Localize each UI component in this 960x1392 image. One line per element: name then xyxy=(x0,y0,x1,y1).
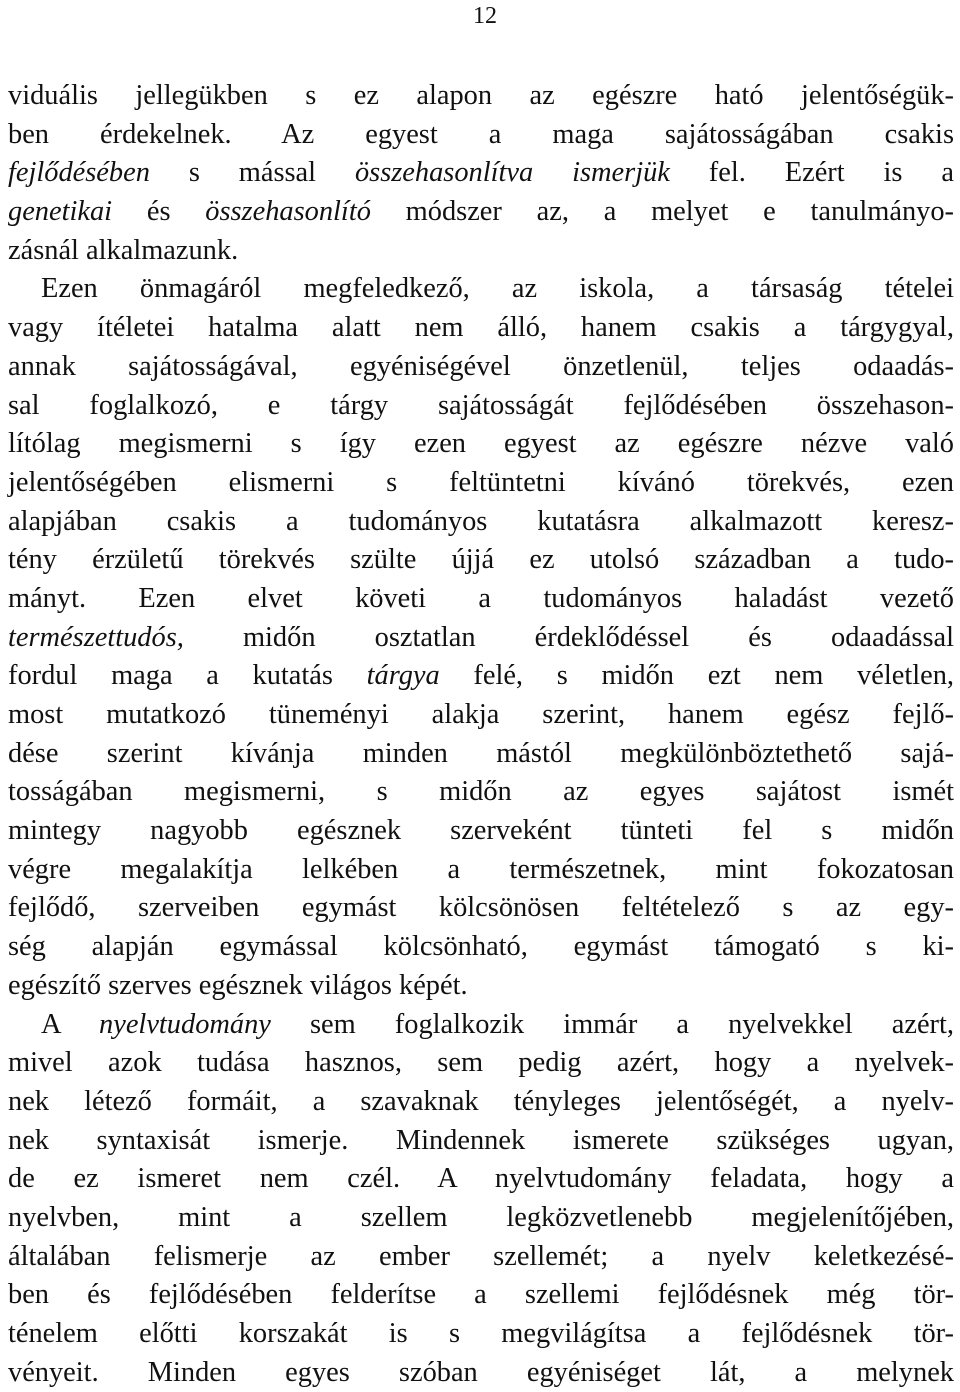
text-segment: nek syntaxisát ismerje. Mindennek ismerete szükséges ugyan, xyxy=(8,1124,954,1156)
italic-text: természettudós, xyxy=(8,621,184,653)
page-number: 12 xyxy=(473,3,497,29)
text-line xyxy=(8,425,954,464)
text-line xyxy=(8,503,954,542)
italic-text: genetikai xyxy=(8,196,113,228)
text-segment: A xyxy=(41,1008,100,1040)
text-line xyxy=(8,773,954,812)
text-line xyxy=(8,232,954,271)
text-segment: ség alapján egymással kölcsönható, egymást támogató s ki- xyxy=(8,931,954,963)
text-line xyxy=(8,1354,954,1392)
text-segment: alapjában csakis a tudományos kutatásra alkalmazott keresz- xyxy=(8,505,954,537)
text-segment: tény érzületű törekvés szülte újjá ez utolsó században a tudo- xyxy=(8,544,954,576)
text-line xyxy=(8,1238,954,1277)
text-segment: mintegy nagyobb egésznek szerveként tünteti fel s midőn xyxy=(8,815,954,847)
text-line xyxy=(8,387,954,426)
text-line xyxy=(8,1199,954,1238)
text-line xyxy=(8,696,954,735)
text-line xyxy=(8,735,954,774)
text-segment: lítólag megismerni s így ezen egyest az egészre nézve való xyxy=(8,428,954,460)
text-segment: jelentőségében elismerni s feltüntetni kívánó törekvés, ezen xyxy=(8,466,954,498)
italic-text: nyelvtudomány xyxy=(99,1008,271,1040)
body-text xyxy=(8,77,954,1392)
text-line xyxy=(8,464,954,503)
text-segment: viduális jellegükben s ez alapon az egészre ható jelentőségük- xyxy=(8,80,954,111)
text-segment: általában felismerje az ember szellemét; a nyelv keletkezésé- xyxy=(8,1240,954,1272)
text-segment: módszer az, a melyet e tanulmányo- xyxy=(370,196,954,228)
text-segment: de ez ismeret nem czél. A nyelvtudomány feladata, hogy a xyxy=(8,1163,954,1195)
text-segment: egészítő szerves egésznek világos képét. xyxy=(8,969,468,1001)
text-line xyxy=(8,851,954,890)
text-line xyxy=(8,889,954,928)
text-segment: vényeit. Minden egyes szóban egyéniséget lát, a melynek xyxy=(8,1356,954,1388)
text-line xyxy=(8,309,954,348)
italic-text: tárgya xyxy=(366,660,440,692)
text-line xyxy=(8,580,954,619)
text-segment: és xyxy=(112,196,206,228)
text-segment: ben érdekelnek. Az egyest a maga sajátosságában csakis xyxy=(8,118,954,150)
text-line xyxy=(8,541,954,580)
text-segment: midőn osztatlan érdeklődéssel és odaadással xyxy=(183,621,954,653)
text-line xyxy=(8,1122,954,1161)
text-segment: s mással xyxy=(149,157,355,189)
text-line xyxy=(8,657,954,696)
text-segment: végre megalakítja lelkében a természetnek, mint fokozatosan xyxy=(8,853,954,885)
text-line xyxy=(8,77,954,116)
italic-text: fejlődésében xyxy=(8,157,150,189)
text-line xyxy=(8,812,954,851)
text-line xyxy=(8,967,954,1006)
text-line xyxy=(8,1044,954,1083)
text-line xyxy=(8,1276,954,1315)
text-segment: most mutatkozó tüneményi alakja szerint, hanem egész fejlő- xyxy=(8,699,954,730)
text-segment: fordul maga a kutatás xyxy=(8,660,367,692)
italic-text: összehasonlító xyxy=(205,196,371,228)
text-line xyxy=(8,116,954,155)
text-segment: mivel azok tudása hasznos, sem pedig azért, hogy a nyelvek- xyxy=(8,1047,954,1079)
text-line xyxy=(8,928,954,967)
text-segment: sem foglalkozik immár a nyelvekkel azért, xyxy=(270,1008,954,1040)
text-line xyxy=(8,270,954,309)
text-segment: fejlődő, szerveiben egymást kölcsönösen feltételező s az egy- xyxy=(8,892,954,924)
text-segment: vagy ítéletei hatalma alatt nem álló, hanem csakis a tárgygyal, xyxy=(8,312,954,344)
text-line xyxy=(8,1006,954,1045)
text-segment: mányt. Ezen elvet követi a tudományos haladást vezető xyxy=(8,582,954,614)
text-line xyxy=(8,193,954,232)
text-segment: ben és fejlődésében felderítse a szellemi fejlődésnek még tör- xyxy=(8,1279,954,1311)
text-segment: annak sajátosságával, egyéniségével önzetlenül, teljes odaadás- xyxy=(8,350,954,382)
text-line xyxy=(8,1083,954,1122)
text-segment: tosságában megismerni, s midőn az egyes sajátost ismét xyxy=(8,776,954,808)
text-segment: zásnál alkalmazunk. xyxy=(8,234,239,266)
text-segment: dése szerint kívánja minden mástól megkülönböztethető sajá- xyxy=(8,737,954,769)
text-segment: ténelem előtti korszakát is s megvilágítsa a fejlődésnek tör- xyxy=(8,1318,954,1349)
text-segment: fel. Ezért is a xyxy=(669,157,954,189)
text-segment: sal foglalkozó, e tárgy sajátosságát fejlődésében összehason- xyxy=(8,389,954,421)
text-line xyxy=(8,619,954,658)
text-line xyxy=(8,1160,954,1199)
text-line xyxy=(8,1315,954,1354)
italic-text: összehasonlítva ismerjük xyxy=(354,157,670,189)
text-segment: nyelvben, mint a szellem legközvetlenebb megjelenítőjében, xyxy=(8,1201,954,1233)
text-segment: nek létező formáit, a szavaknak tényleges jelentőségét, a nyelv- xyxy=(8,1085,954,1117)
text-segment: Ezen önmagáról megfeledkező, az iskola, a társaság tételei xyxy=(41,273,954,305)
text-line xyxy=(8,154,954,193)
text-line xyxy=(8,348,954,387)
text-segment: felé, s midőn ezt nem véletlen, xyxy=(439,660,954,692)
